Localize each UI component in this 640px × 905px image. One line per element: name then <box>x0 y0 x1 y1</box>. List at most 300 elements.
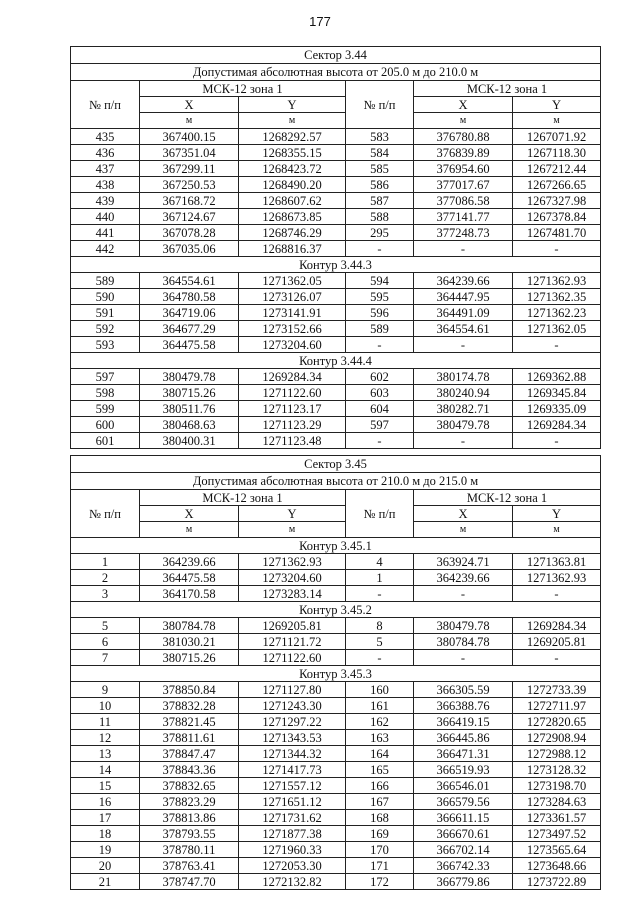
header-x-right: X <box>414 97 513 113</box>
point-number-left: 599 <box>71 401 140 417</box>
y-left: 1271651.12 <box>239 794 346 810</box>
table-row <box>71 401 601 417</box>
header-num-left: № п/п <box>71 81 140 129</box>
x-right: 366579.56 <box>414 794 513 810</box>
unit-x-left: м <box>140 522 239 538</box>
table-row <box>71 586 601 602</box>
x-left: 367124.67 <box>140 209 239 225</box>
x-left: 378780.11 <box>140 842 239 858</box>
unit-x-left: м <box>140 113 239 129</box>
header-row-crs <box>71 81 601 97</box>
table-row <box>71 762 601 778</box>
table-row <box>71 746 601 762</box>
table-row <box>71 794 601 810</box>
x-right: 376839.89 <box>414 145 513 161</box>
point-number-right: 586 <box>346 177 414 193</box>
x-right: 377248.73 <box>414 225 513 241</box>
x-left: 378821.45 <box>140 714 239 730</box>
coordinates-table-sector-3-45 <box>70 455 601 890</box>
table-row <box>71 241 601 257</box>
header-y-left: Y <box>239 97 346 113</box>
point-number-right: 589 <box>346 321 414 337</box>
y-left: 1271731.62 <box>239 810 346 826</box>
point-number-left: 15 <box>71 778 140 794</box>
table-row <box>71 634 601 650</box>
header-crs-right: МСК-12 зона 1 <box>414 81 601 97</box>
y-left: 1273204.60 <box>239 570 346 586</box>
point-number-right: - <box>346 650 414 666</box>
contour-row <box>71 353 601 369</box>
point-number-right: 168 <box>346 810 414 826</box>
point-number-left: 435 <box>71 129 140 145</box>
table-row <box>71 305 601 321</box>
x-right: 380479.78 <box>414 618 513 634</box>
header-crs-left: МСК-12 зона 1 <box>140 81 346 97</box>
table-row <box>71 177 601 193</box>
point-number-left: 14 <box>71 762 140 778</box>
y-left: 1268355.15 <box>239 145 346 161</box>
y-left: 1268607.62 <box>239 193 346 209</box>
table-row <box>71 225 601 241</box>
x-right: 366471.31 <box>414 746 513 762</box>
y-left: 1268746.29 <box>239 225 346 241</box>
y-right: 1271362.23 <box>513 305 601 321</box>
y-left: 1269284.34 <box>239 369 346 385</box>
header-num-right: № п/п <box>346 81 414 129</box>
x-left: 380468.63 <box>140 417 239 433</box>
point-number-right: 8 <box>346 618 414 634</box>
point-number-right: - <box>346 586 414 602</box>
x-left: 380400.31 <box>140 433 239 449</box>
point-number-right: 160 <box>346 682 414 698</box>
x-right: 380282.71 <box>414 401 513 417</box>
x-right: 380479.78 <box>414 417 513 433</box>
y-right: 1273722.89 <box>513 874 601 890</box>
x-right: 366742.33 <box>414 858 513 874</box>
y-right: 1269335.09 <box>513 401 601 417</box>
x-left: 378832.28 <box>140 698 239 714</box>
point-number-left: 439 <box>71 193 140 209</box>
coordinates-table-sector-3-44 <box>70 46 601 449</box>
x-right: 366702.14 <box>414 842 513 858</box>
y-right: 1273361.57 <box>513 810 601 826</box>
y-left: 1268816.37 <box>239 241 346 257</box>
y-right: 1271363.81 <box>513 554 601 570</box>
y-right: 1271362.93 <box>513 570 601 586</box>
x-right: 364239.66 <box>414 273 513 289</box>
x-right: 380784.78 <box>414 634 513 650</box>
point-number-right: 594 <box>346 273 414 289</box>
x-right: 366779.86 <box>414 874 513 890</box>
y-right: 1267327.98 <box>513 193 601 209</box>
point-number-left: 440 <box>71 209 140 225</box>
header-num-left: № п/п <box>71 490 140 538</box>
x-left: 367351.04 <box>140 145 239 161</box>
unit-x-right: м <box>414 522 513 538</box>
contour-title: Контур 3.44.4 <box>71 353 601 369</box>
x-left: 378832.65 <box>140 778 239 794</box>
header-row-axes <box>71 97 601 113</box>
y-right: 1273497.52 <box>513 826 601 842</box>
header-y-right: Y <box>513 97 601 113</box>
x-left: 367400.15 <box>140 129 239 145</box>
table-row <box>71 858 601 874</box>
header-x-left: X <box>140 97 239 113</box>
x-left: 378850.84 <box>140 682 239 698</box>
y-right: 1267118.30 <box>513 145 601 161</box>
table-row <box>71 289 601 305</box>
point-number-right: 171 <box>346 858 414 874</box>
table-body <box>71 456 601 890</box>
point-number-left: 18 <box>71 826 140 842</box>
x-right: 380174.78 <box>414 369 513 385</box>
y-left: 1273126.07 <box>239 289 346 305</box>
point-number-right: 1 <box>346 570 414 586</box>
x-left: 364475.58 <box>140 570 239 586</box>
table-row <box>71 209 601 225</box>
contour-row <box>71 666 601 682</box>
point-number-right: 583 <box>346 129 414 145</box>
point-number-right: 169 <box>346 826 414 842</box>
point-number-left: 589 <box>71 273 140 289</box>
header-row-axes <box>71 506 601 522</box>
x-left: 364780.58 <box>140 289 239 305</box>
header-y-left: Y <box>239 506 346 522</box>
point-number-left: 11 <box>71 714 140 730</box>
x-right: 363924.71 <box>414 554 513 570</box>
point-number-left: 19 <box>71 842 140 858</box>
y-left: 1269205.81 <box>239 618 346 634</box>
x-left: 367299.11 <box>140 161 239 177</box>
point-number-right: 5 <box>346 634 414 650</box>
x-right: 364447.95 <box>414 289 513 305</box>
y-left: 1271123.17 <box>239 401 346 417</box>
table-body <box>71 47 601 449</box>
y-right: - <box>513 241 601 257</box>
point-number-right: 588 <box>346 209 414 225</box>
point-number-left: 436 <box>71 145 140 161</box>
unit-x-right: м <box>414 113 513 129</box>
sector-title-row <box>71 456 601 473</box>
point-number-left: 598 <box>71 385 140 401</box>
x-left: 378847.47 <box>140 746 239 762</box>
y-left: 1271362.05 <box>239 273 346 289</box>
y-right: 1269284.34 <box>513 417 601 433</box>
point-number-right: 602 <box>346 369 414 385</box>
x-right: 366670.61 <box>414 826 513 842</box>
y-right: 1269345.84 <box>513 385 601 401</box>
y-right: 1269362.88 <box>513 369 601 385</box>
point-number-left: 591 <box>71 305 140 321</box>
header-num-right: № п/п <box>346 490 414 538</box>
y-left: 1271122.60 <box>239 650 346 666</box>
y-right: 1271362.93 <box>513 273 601 289</box>
point-number-left: 6 <box>71 634 140 650</box>
point-number-left: 21 <box>71 874 140 890</box>
point-number-right: 4 <box>346 554 414 570</box>
x-left: 364475.58 <box>140 337 239 353</box>
header-row-units <box>71 113 601 129</box>
point-number-right: 164 <box>346 746 414 762</box>
x-left: 364719.06 <box>140 305 239 321</box>
point-number-left: 17 <box>71 810 140 826</box>
x-right: 377086.58 <box>414 193 513 209</box>
y-right: 1269284.34 <box>513 618 601 634</box>
y-left: 1271344.32 <box>239 746 346 762</box>
x-left: 367035.06 <box>140 241 239 257</box>
table-row <box>71 714 601 730</box>
y-right: 1267212.44 <box>513 161 601 177</box>
table-row <box>71 874 601 890</box>
table-row <box>71 682 601 698</box>
y-right: 1267266.65 <box>513 177 601 193</box>
point-number-right: - <box>346 337 414 353</box>
point-number-left: 16 <box>71 794 140 810</box>
point-number-right: 596 <box>346 305 414 321</box>
point-number-right: 172 <box>346 874 414 890</box>
x-right: - <box>414 241 513 257</box>
height-range-row <box>71 473 601 490</box>
header-crs-left: МСК-12 зона 1 <box>140 490 346 506</box>
y-left: 1273141.91 <box>239 305 346 321</box>
sector-title-row <box>71 47 601 64</box>
y-left: 1271362.93 <box>239 554 346 570</box>
table-row <box>71 161 601 177</box>
x-left: 364677.29 <box>140 321 239 337</box>
point-number-left: 597 <box>71 369 140 385</box>
x-left: 378793.55 <box>140 826 239 842</box>
point-number-right: 165 <box>346 762 414 778</box>
contour-title: Контур 3.45.2 <box>71 602 601 618</box>
table-row <box>71 730 601 746</box>
table-row <box>71 129 601 145</box>
y-right: 1267071.92 <box>513 129 601 145</box>
x-right: 366419.15 <box>414 714 513 730</box>
header-crs-right: МСК-12 зона 1 <box>414 490 601 506</box>
height-range: Допустимая абсолютная высота от 210.0 м до 215.0 м <box>71 473 601 490</box>
height-range-row <box>71 64 601 81</box>
contour-title: Контур 3.44.3 <box>71 257 601 273</box>
table-row <box>71 778 601 794</box>
contour-row <box>71 602 601 618</box>
point-number-right: - <box>346 241 414 257</box>
y-right: 1273565.64 <box>513 842 601 858</box>
y-left: 1272132.82 <box>239 874 346 890</box>
y-right: 1273128.32 <box>513 762 601 778</box>
point-number-left: 20 <box>71 858 140 874</box>
point-number-left: 13 <box>71 746 140 762</box>
x-right: 366611.15 <box>414 810 513 826</box>
point-number-right: 584 <box>346 145 414 161</box>
x-left: 378823.29 <box>140 794 239 810</box>
table-row <box>71 369 601 385</box>
x-left: 364239.66 <box>140 554 239 570</box>
x-left: 367078.28 <box>140 225 239 241</box>
header-x-right: X <box>414 506 513 522</box>
unit-y-right: м <box>513 522 601 538</box>
sector-title: Сектор 3.45 <box>71 456 601 473</box>
y-left: 1271877.38 <box>239 826 346 842</box>
y-right: 1271362.05 <box>513 321 601 337</box>
y-right: 1273198.70 <box>513 778 601 794</box>
point-number-right: 603 <box>346 385 414 401</box>
x-left: 367168.72 <box>140 193 239 209</box>
contour-row <box>71 257 601 273</box>
y-right: 1267378.84 <box>513 209 601 225</box>
table-row <box>71 826 601 842</box>
header-row-units <box>71 522 601 538</box>
point-number-right: 595 <box>346 289 414 305</box>
x-right: 364554.61 <box>414 321 513 337</box>
x-left: 378763.41 <box>140 858 239 874</box>
y-left: 1271123.48 <box>239 433 346 449</box>
point-number-left: 9 <box>71 682 140 698</box>
x-left: 364170.58 <box>140 586 239 602</box>
y-right: - <box>513 433 601 449</box>
y-right: 1273284.63 <box>513 794 601 810</box>
point-number-left: 5 <box>71 618 140 634</box>
y-left: 1271960.33 <box>239 842 346 858</box>
x-right: 377141.77 <box>414 209 513 225</box>
x-left: 380715.26 <box>140 385 239 401</box>
point-number-left: 437 <box>71 161 140 177</box>
y-right: 1272988.12 <box>513 746 601 762</box>
point-number-left: 2 <box>71 570 140 586</box>
y-right: - <box>513 586 601 602</box>
point-number-left: 438 <box>71 177 140 193</box>
x-left: 367250.53 <box>140 177 239 193</box>
y-right: 1267481.70 <box>513 225 601 241</box>
point-number-right: 170 <box>346 842 414 858</box>
sector-title: Сектор 3.44 <box>71 47 601 64</box>
point-number-left: 3 <box>71 586 140 602</box>
point-number-right: 604 <box>346 401 414 417</box>
height-range: Допустимая абсолютная высота от 205.0 м до 210.0 м <box>71 64 601 81</box>
point-number-left: 590 <box>71 289 140 305</box>
contour-title: Контур 3.45.3 <box>71 666 601 682</box>
x-right: - <box>414 586 513 602</box>
y-left: 1271127.80 <box>239 682 346 698</box>
point-number-left: 441 <box>71 225 140 241</box>
y-left: 1273204.60 <box>239 337 346 353</box>
point-number-right: 161 <box>346 698 414 714</box>
x-left: 378747.70 <box>140 874 239 890</box>
table-row <box>71 321 601 337</box>
x-right: 376954.60 <box>414 161 513 177</box>
y-right: - <box>513 337 601 353</box>
point-number-right: 166 <box>346 778 414 794</box>
point-number-left: 10 <box>71 698 140 714</box>
contour-row <box>71 538 601 554</box>
y-left: 1271417.73 <box>239 762 346 778</box>
table-row <box>71 698 601 714</box>
unit-y-left: м <box>239 522 346 538</box>
y-right: 1272733.39 <box>513 682 601 698</box>
x-right: 380240.94 <box>414 385 513 401</box>
y-left: 1271123.29 <box>239 417 346 433</box>
unit-y-right: м <box>513 113 601 129</box>
y-left: 1271557.12 <box>239 778 346 794</box>
point-number-left: 593 <box>71 337 140 353</box>
x-left: 380715.26 <box>140 650 239 666</box>
table-row <box>71 618 601 634</box>
x-right: 366519.93 <box>414 762 513 778</box>
table-row <box>71 842 601 858</box>
x-right: 364239.66 <box>414 570 513 586</box>
table-row <box>71 145 601 161</box>
point-number-right: 162 <box>346 714 414 730</box>
x-left: 378813.86 <box>140 810 239 826</box>
point-number-right: - <box>346 433 414 449</box>
header-row-crs <box>71 490 601 506</box>
y-left: 1272053.30 <box>239 858 346 874</box>
point-number-right: 167 <box>346 794 414 810</box>
table-row <box>71 385 601 401</box>
point-number-right: 597 <box>346 417 414 433</box>
contour-title: Контур 3.45.1 <box>71 538 601 554</box>
table-row <box>71 650 601 666</box>
point-number-right: 585 <box>346 161 414 177</box>
x-right: 364491.09 <box>414 305 513 321</box>
table-row <box>71 417 601 433</box>
x-right: 376780.88 <box>414 129 513 145</box>
table-row <box>71 433 601 449</box>
x-left: 380511.76 <box>140 401 239 417</box>
table-row <box>71 570 601 586</box>
point-number-left: 592 <box>71 321 140 337</box>
table-row <box>71 337 601 353</box>
y-left: 1271122.60 <box>239 385 346 401</box>
x-left: 364554.61 <box>140 273 239 289</box>
y-left: 1268423.72 <box>239 161 346 177</box>
y-right: 1269205.81 <box>513 634 601 650</box>
point-number-left: 442 <box>71 241 140 257</box>
y-right: 1271362.35 <box>513 289 601 305</box>
point-number-left: 12 <box>71 730 140 746</box>
y-right: 1272820.65 <box>513 714 601 730</box>
x-right: - <box>414 337 513 353</box>
x-right: 366305.59 <box>414 682 513 698</box>
page-number: 177 <box>309 14 331 29</box>
point-number-right: 163 <box>346 730 414 746</box>
table-row <box>71 810 601 826</box>
header-x-left: X <box>140 506 239 522</box>
y-right: - <box>513 650 601 666</box>
x-right: 366445.86 <box>414 730 513 746</box>
y-left: 1273283.14 <box>239 586 346 602</box>
x-left: 378843.36 <box>140 762 239 778</box>
y-left: 1271121.72 <box>239 634 346 650</box>
x-left: 378811.61 <box>140 730 239 746</box>
unit-y-left: м <box>239 113 346 129</box>
y-left: 1273152.66 <box>239 321 346 337</box>
y-left: 1271343.53 <box>239 730 346 746</box>
point-number-left: 601 <box>71 433 140 449</box>
table-row <box>71 193 601 209</box>
point-number-right: 587 <box>346 193 414 209</box>
header-y-right: Y <box>513 506 601 522</box>
y-left: 1268292.57 <box>239 129 346 145</box>
x-right: - <box>414 650 513 666</box>
x-right: - <box>414 433 513 449</box>
x-left: 380784.78 <box>140 618 239 634</box>
point-number-left: 7 <box>71 650 140 666</box>
x-right: 366546.01 <box>414 778 513 794</box>
y-right: 1272908.94 <box>513 730 601 746</box>
point-number-left: 1 <box>71 554 140 570</box>
y-left: 1271297.22 <box>239 714 346 730</box>
point-number-left: 600 <box>71 417 140 433</box>
